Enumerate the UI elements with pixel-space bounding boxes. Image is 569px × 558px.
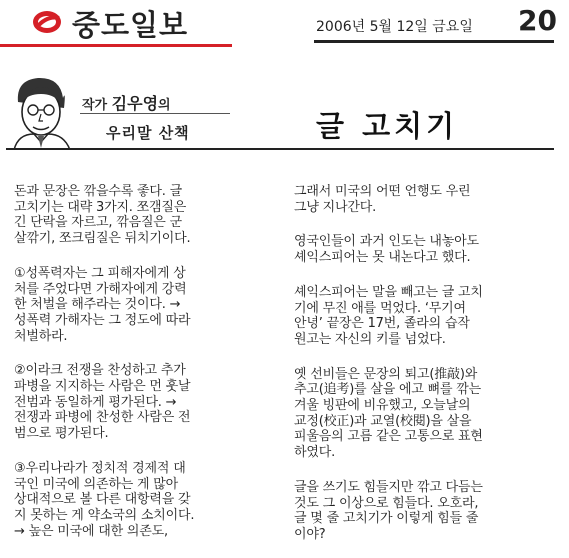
paragraph: ②이라크 전쟁을 찬성하고 추가 파병을 지지하는 사람은 먼 훗날 전범과 동일하게 평가된다. → 전쟁과 파병에 찬성한 사람은 전 범으로 평가된다. [14,363,191,442]
issue-date: 2006년 5월 12일 금요일 [316,19,473,35]
paragraph: 글을 쓰기도 힘들지만 깎고 다듬는 것도 그 이상으로 힘들다. 오호라, 글 몇 줄 고치기가 이렇게 힘들 줄 이야? [294,479,483,542]
column-byline [82,91,171,114]
byline-role: 작가 [82,98,108,113]
column-name: 우리말 산책 [106,124,190,142]
newspaper-name: 중도일보 [72,8,189,42]
paragraph: 그래서 미국의 어떤 언행도 우린 그냥 지나간다. [294,184,471,215]
author-portrait-icon [8,72,76,150]
header-bottom-rule [6,148,554,150]
byline-divider [80,113,230,114]
article-column-left [14,184,264,556]
byline-name: 김우영 [111,94,159,113]
masthead-rule-black [314,40,554,43]
paragraph: 돈과 문장은 깎을수록 좋다. 글 고치기는 대략 3가지. 쪼갬질은 긴 단락을 자르고, 깎음질은 군 살깎기, 쪼크림질은 뒤치기이다. [14,184,191,247]
byline-suffix: 의 [158,98,171,113]
article-column-right [294,184,558,556]
masthead-rule-red [0,44,232,47]
page-number: 20 [518,4,557,37]
paragraph: 옛 선비들은 문장의 퇴고(推敲)와 추고(追考)를 살을 에고 뼈를 깎는 겨울 빙판에 비유했고, 오늘날의 교정(校正)과 교열(校閱)을 살을 피울음의 고름 같은 고통으로 표현 하였다. [294,366,483,461]
newspaper-logo-icon [32,9,62,35]
paragraph: ①성폭력자는 그 피해자에게 상 처를 주었다면 가해자에게 강력 한 처벌을 해주라는 것이다. → 성폭력 가해자는 그 정도에 따라 처벌하라. [14,265,191,344]
paragraph: ③우리나라가 정치적 경제적 대 국인 미국에 의존하는 게 많아 상대적으로 볼 다른 대항력을 갖 지 못하는 게 약소국의 소치이다. → 높은 미국에 대한 의존도, [14,460,195,539]
article-title: 글 고치기 [316,109,459,143]
paragraph: 영국인들이 과거 인도는 내놓아도 셰익스피어는 못 내논다고 했다. [294,234,479,266]
paragraph: 셰익스피어는 말을 빼고는 글 고치 기에 무진 애를 먹었다. ‘무기여 안녕’ 끝장은 17번, 졸라의 습작 원고는 자신의 키를 넘었다. [294,284,483,347]
